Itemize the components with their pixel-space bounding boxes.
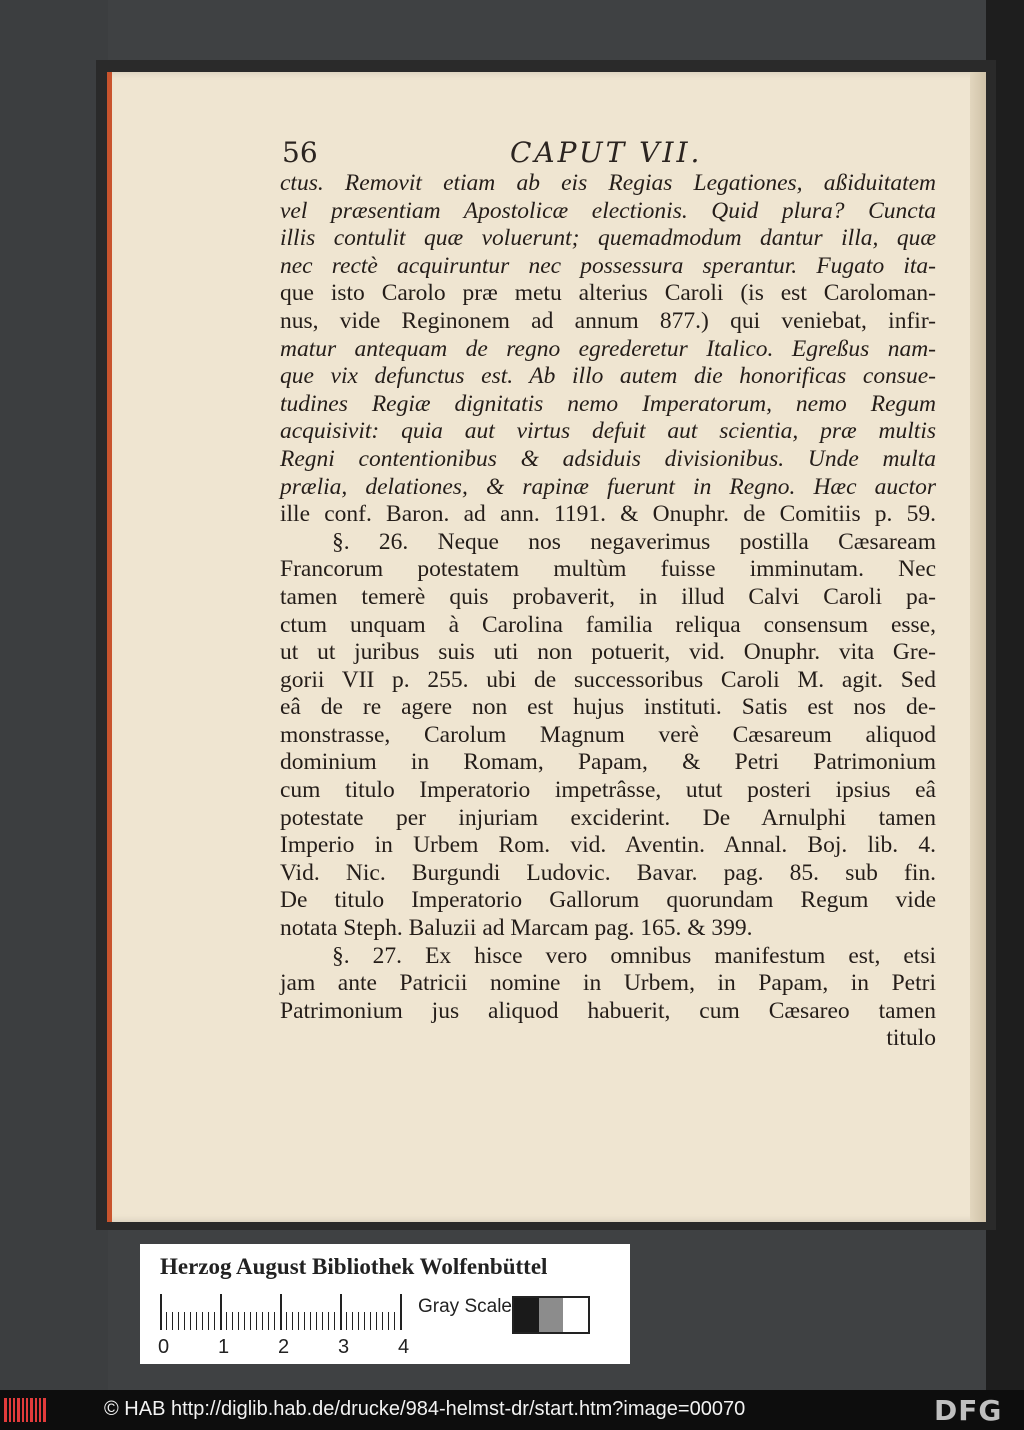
gray-swatch [539,1298,564,1332]
ruler-tick [232,1312,233,1330]
ruler-tick [250,1312,251,1330]
ruler-tick [364,1312,365,1330]
barcode-bar [35,1398,37,1422]
ruler-number: 0 [158,1336,170,1358]
barcode-bar [22,1398,24,1422]
text-line: tudines Regiæ dignitatis nemo Imperatorum, nemo Regum [280,390,936,417]
text-line: vel præsentiam Apostolicæ electionis. Quid plura? Cuncta [280,197,936,224]
text-line: que isto Carolo præ metu alterius Caroli (is est Caroloman- [280,280,936,307]
running-head: CAPUT VII. [510,136,703,169]
ruler-tick [304,1312,305,1330]
ruler-tick [190,1312,191,1330]
ruler-tick [202,1312,203,1330]
ruler-numbers [160,1336,430,1360]
ruler-scale [160,1294,410,1330]
ruler-tick [310,1312,311,1330]
text-line: monstrasse, Carolum Magnum verè Cæsareum aliquod [280,721,936,748]
ruler-tick [244,1312,245,1330]
ruler-tick [286,1312,287,1330]
barcode-bar [30,1398,33,1422]
text-line: notata Steph. Baluzii ad Marcam pag. 165. & 399. [280,915,753,942]
text-line: §. 26. Neque nos negaverimus postilla Cæsaream [332,528,936,555]
ruler-number: 2 [278,1336,290,1358]
text-line: ille conf. Baron. ad ann. 1191. & Onuphr. de Comitiis p. 59. [280,501,936,528]
text-line: que vix defunctus est. Ab illo autem die honorificas consue- [280,363,936,390]
ruler-tick [328,1312,329,1330]
text-line: Vid. Nic. Burgundi Ludovic. Bavar. pag. 85. sub fin. [280,859,936,886]
ruler-tick [178,1312,179,1330]
ruler-tick [388,1312,389,1330]
barcode-bar [26,1398,28,1422]
barcode-bar [4,1398,7,1422]
text-line: nec rectè acquiruntur nec possessura sperantur. Fugato ita- [280,252,936,279]
text-line: tamen temerè quis probaverit, in illud Calvi Caroli pa- [280,583,936,610]
ruler-tick [238,1312,239,1330]
ruler-tick [220,1294,222,1330]
barcode-bar [17,1398,20,1422]
text-line: Imperio in Urbem Rom. vid. Aventin. Annal. Boj. lib. 4. [280,832,936,859]
barcode-bar [43,1398,46,1422]
text-line: potestate per injuriam exciderint. De Arnulphi tamen [280,804,936,831]
page-text [280,170,936,1053]
page-gutter-shade [970,72,986,1222]
text-line: ut ut juribus suis uti non potuerit, vid. Onuphr. vita Gre- [280,639,936,666]
page-number: 56 [282,136,318,169]
ruler-tick [172,1312,173,1330]
ruler-tick [376,1312,377,1330]
ruler-tick [346,1312,347,1330]
ruler-tick [226,1312,227,1330]
text-line: titulo [886,1025,936,1052]
text-line: §. 27. Ex hisce vero omnibus manifestum est, etsi [332,942,936,969]
ruler-tick [298,1312,299,1330]
text-line: illis contulit quæ voluerunt; quemadmodum dantur illa, quæ [280,225,936,252]
text-line: Francorum potestatem multùm fuisse imminutam. Nec [280,556,936,583]
ruler-tick [160,1294,162,1330]
ruler-tick [352,1312,353,1330]
ruler-tick [184,1312,185,1330]
text-line: eâ de re agere non est hujus instituti. Satis est nos de- [280,694,936,721]
text-line: Regni contentionibus & adsiduis divisionibus. Unde multa [280,445,936,472]
ruler-tick [322,1312,323,1330]
ruler-tick [292,1312,293,1330]
ruler-tick [340,1294,342,1330]
ruler-tick [274,1312,275,1330]
text-line: cum titulo Imperatorio impetrâsse, utut posteri ipsius eâ [280,777,936,804]
ruler-tick [370,1312,371,1330]
text-line: jam ante Patricii nomine in Urbem, in Papam, in Petri [280,970,936,997]
text-line: ctum unquam à Carolina familia reliqua consensum esse, [280,611,936,638]
text-line: matur antequam de regno egrederetur Italico. Egreßus nam- [280,335,936,362]
barcode-bar [13,1398,15,1422]
ruler-tick [280,1294,282,1330]
ruler-tick [334,1312,335,1330]
library-label [140,1244,630,1364]
text-line: gorii VII p. 255. ubi de successoribus Caroli M. agit. Sed [280,666,936,693]
ruler-tick [196,1312,197,1330]
text-line: acquisivit: quia aut virtus defuit aut scientia, præ multis [280,418,936,445]
ruler-tick [400,1294,402,1330]
footer-credit-link[interactable]: © HAB http://diglib.hab.de/drucke/984-helmst-dr/start.htm?image=00070 [104,1398,746,1420]
text-line: nus, vide Reginonem ad annum 877.) qui veniebat, infir- [280,307,936,334]
gray-swatch [514,1298,539,1332]
ruler-tick [256,1312,257,1330]
left-background [0,0,108,1390]
ruler-number: 4 [398,1336,410,1358]
library-name: Herzog August Bibliothek Wolfenbüttel [160,1254,548,1279]
ruler-tick [316,1312,317,1330]
ruler-tick [268,1312,269,1330]
ruler-tick [358,1312,359,1330]
dfg-logo: DFG [934,1394,1003,1427]
gray-swatch [563,1298,588,1332]
text-line: De titulo Imperatorio Gallorum quorundam Regum vide [280,887,936,914]
ruler-tick [214,1312,215,1330]
barcode-icon [4,1398,46,1422]
text-line: dominium in Romam, Papam, & Petri Patrimonium [280,749,936,776]
ruler-tick [382,1312,383,1330]
ruler-tick [166,1312,167,1330]
ruler-tick [394,1312,395,1330]
gray-scale-label: Gray Scale [418,1296,512,1317]
barcode-bar [9,1398,11,1422]
footer-bar [0,1390,1024,1430]
ruler-tick [262,1312,263,1330]
barcode-bar [39,1398,41,1422]
ruler-number: 1 [218,1336,230,1358]
text-line: ctus. Removit etiam ab eis Regias Legationes, aßiduitatem [280,170,936,196]
gray-scale-swatches [512,1296,590,1334]
text-line: prælia, delationes, & rapinæ fuerunt in Regno. Hæc auctor [280,473,936,500]
ruler-tick [208,1312,209,1330]
text-line: Patrimonium jus aliquod habuerit, cum Cæsareo tamen [280,997,936,1024]
page-header [282,136,934,172]
ruler-number: 3 [338,1336,350,1358]
